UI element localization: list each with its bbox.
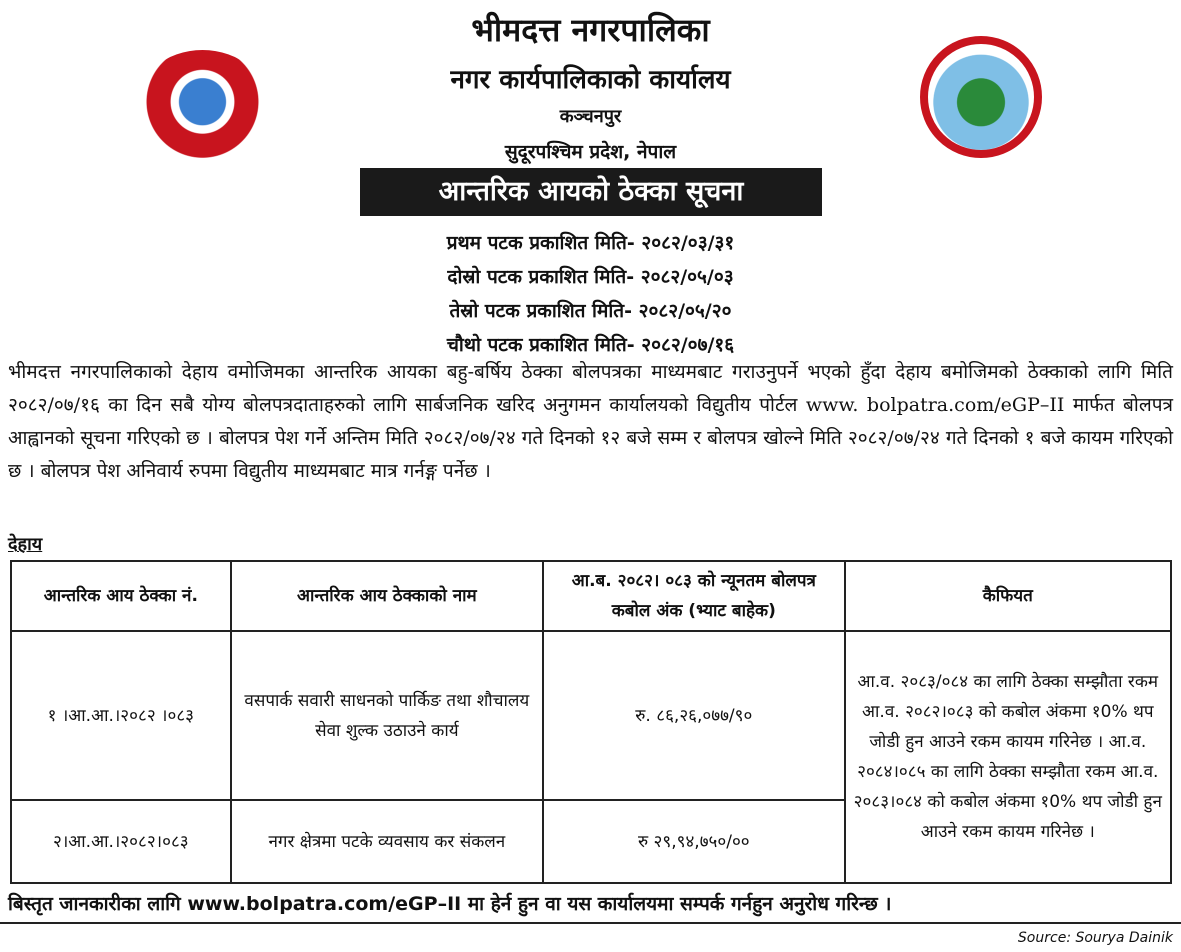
header-remarks: कैफियत xyxy=(845,561,1171,631)
min-bid-amount: रु २९,९४,७५०/०० xyxy=(543,800,845,883)
publication-date: प्रथम पटक प्रकाशित मिति- २०८२/०३/३१ xyxy=(446,232,735,254)
header-min-bid: आ.ब. २०८२। ०८३ को न्यूनतम बोलपत्र कबोल अंक (भ्याट बाहेक) xyxy=(543,561,845,631)
divider xyxy=(0,922,1181,924)
min-bid-amount: रु. ८६,२६,०७७/९० xyxy=(543,631,845,800)
header-contract-no: आन्तरिक आय ठेक्का नं. xyxy=(11,561,231,631)
remarks: आ.व. २०८३/०८४ का लागि ठेक्का सम्झौता रकम आ.व. २०८२।०८३ को कबोल अंकमा १0% थप जोडी हुन आउने रकम कायम गरिनेछ । आ.व. २०८४।०८५ का लागि ठेक्का सम्झौता रकम आ.व. २०८३।०८४ को कबोल अंकमा १0% थप जोडी हुन आउने रकम कायम गरिनेछ । xyxy=(845,631,1171,883)
footer-note: बिस्तृत जानकारीका लागि www.bolpatra.com/eGP–II मा हेर्न हुन वा यस कार्यालयमा सम्पर्क गर्नहुन अनुरोध गरिन्छ । xyxy=(8,893,892,915)
contract-name: वसपार्क सवारी साधनको पार्किङ तथा शौचालय सेवा शुल्क उठाउने कार्य xyxy=(231,631,543,800)
publication-date: तेस्रो पटक प्रकाशित मिति- २०८२/०५/२० xyxy=(449,300,732,322)
table-header-row xyxy=(11,561,1171,631)
header-contract-name: आन्तरिक आय ठेक्काको नाम xyxy=(231,561,543,631)
contract-no: २।आ.आ.।२०८२।०८३ xyxy=(11,800,231,883)
source-credit: Source: Sourya Dainik xyxy=(1017,930,1173,946)
publication-dates xyxy=(0,226,1181,362)
section-label: देहाय xyxy=(8,534,43,555)
office-name: नगर कार्यपालिकाको कार्यालय xyxy=(450,65,731,95)
table-row xyxy=(11,631,1171,800)
province: सुदूरपश्चिम प्रदेश, नेपाल xyxy=(504,141,677,163)
contract-table xyxy=(10,560,1172,884)
contract-name: नगर क्षेत्रमा पटके व्यवसाय कर संकलन xyxy=(231,800,543,883)
contract-no: १ ।आ.आ.।२०८२ ।०८३ xyxy=(11,631,231,800)
district: कञ्चनपुर xyxy=(559,106,622,127)
notice-title-banner: आन्तरिक आयको ठेक्का सूचना xyxy=(360,168,822,216)
publication-date: चौथो पटक प्रकाशित मिति- २०८२/०७/१६ xyxy=(446,334,735,356)
publication-date: दोस्रो पटक प्रकाशित मिति- २०८२/०५/०३ xyxy=(447,266,734,288)
municipality-name: भीमदत्त नगरपालिका xyxy=(471,11,710,49)
notice-paragraph: भीमदत्त नगरपालिकाको देहाय वमोजिमका आन्तरिक आयका बहु-बर्षिय ठेक्का बोलपत्रका माध्यमबाट गराउनुपर्ने भएको हुँदा देहाय बमोजिमको ठेक्काको लागि मिति २०८२/०७/१६ का दिन सबै योग्य बोलपत्रदाताहरुको लागि सार्बजनिक खरिद अनुगमन कार्यालयको विद्युतीय पोर्टल www. bolpatra.com/eGP–II मार्फत बोलपत्र आह्वानको सूचना गरिएको छ । बोलपत्र पेश गर्ने अन्तिम मिति २०८२/०७/२४ गते दिनको १२ बजे सम्म र बोलपत्र खोल्ने मिति २०८२/०७/२४ गते दिनको १ बजे कायम गरिएको छ । बोलपत्र पेश अनिवार्य रुपमा विद्युतीय माध्यमबाट मात्र गर्नङ्ग पर्नेछ । xyxy=(8,361,1173,482)
